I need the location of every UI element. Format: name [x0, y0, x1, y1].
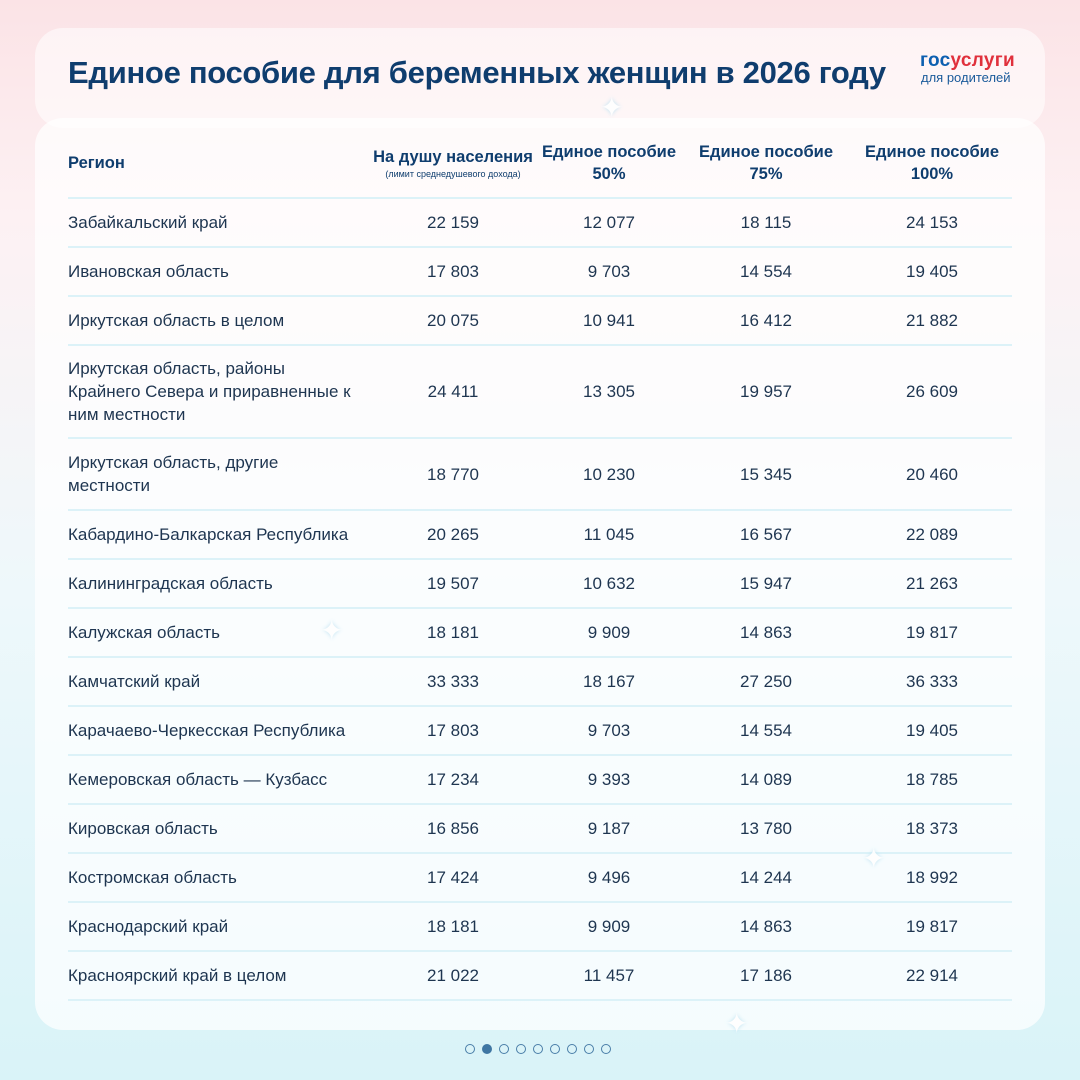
pagination-dot[interactable]: [465, 1044, 475, 1054]
value-cell: 22 159: [368, 198, 538, 247]
value-cell: 18 167: [538, 657, 680, 706]
value-cell: 9 909: [538, 608, 680, 657]
value-cell: 18 115: [680, 198, 852, 247]
table-row: [68, 755, 1012, 804]
value-cell: 9 703: [538, 706, 680, 755]
column-header: [680, 128, 852, 198]
table-row: [68, 559, 1012, 608]
value-cell: 15 947: [680, 559, 852, 608]
region-cell: Иркутская область, районы Крайнего Севера и приравненные к ним местности: [68, 345, 368, 438]
value-cell: 13 780: [680, 804, 852, 853]
value-cell: 33 333: [368, 657, 538, 706]
value-cell: 9 393: [538, 755, 680, 804]
column-header: [538, 128, 680, 198]
value-cell: 21 882: [852, 296, 1012, 345]
table-row: [68, 345, 1012, 438]
pagination-dot[interactable]: [550, 1044, 560, 1054]
value-cell: 17 803: [368, 706, 538, 755]
value-cell: 21 022: [368, 951, 538, 1000]
value-cell: 20 265: [368, 510, 538, 559]
region-cell: Кемеровская область — Кузбасс: [68, 755, 368, 804]
value-cell: 16 412: [680, 296, 852, 345]
value-cell: 17 803: [368, 247, 538, 296]
value-cell: 14 244: [680, 853, 852, 902]
value-cell: 36 333: [852, 657, 1012, 706]
region-cell: Краснодарский край: [68, 902, 368, 951]
pagination-dot[interactable]: [516, 1044, 526, 1054]
value-cell: 11 045: [538, 510, 680, 559]
gosuslugi-logo: [920, 50, 1015, 85]
column-label: Единое пособие: [698, 142, 834, 161]
value-cell: 10 632: [538, 559, 680, 608]
column-header: [68, 128, 368, 198]
pagination: [465, 1044, 611, 1054]
column-label: На душу населения: [373, 147, 533, 166]
pagination-dot[interactable]: [567, 1044, 577, 1054]
value-cell: 19 817: [852, 902, 1012, 951]
table-row: [68, 657, 1012, 706]
column-label: Единое пособие: [541, 142, 677, 161]
value-cell: 16 856: [368, 804, 538, 853]
table-row: [68, 438, 1012, 510]
region-cell: Забайкальский край: [68, 198, 368, 247]
value-cell: 10 941: [538, 296, 680, 345]
column-sublabel: (лимит среднедушевого дохода): [385, 168, 521, 179]
table-row: [68, 608, 1012, 657]
value-cell: 14 863: [680, 902, 852, 951]
table-row: [68, 510, 1012, 559]
value-cell: 19 957: [680, 345, 852, 438]
logo-subtitle: для родителей: [921, 70, 1011, 85]
header-row: [68, 128, 1012, 198]
value-cell: 19 817: [852, 608, 1012, 657]
column-label: Регион: [68, 153, 125, 172]
value-cell: 18 181: [368, 608, 538, 657]
value-cell: 22 089: [852, 510, 1012, 559]
pagination-dot[interactable]: [601, 1044, 611, 1054]
pagination-dot[interactable]: [584, 1044, 594, 1054]
region-cell: Кировская область: [68, 804, 368, 853]
value-cell: 19 507: [368, 559, 538, 608]
value-cell: 9 909: [538, 902, 680, 951]
column-header: [368, 128, 538, 198]
region-cell: Иркутская область, другие местности: [68, 438, 368, 510]
table-row: [68, 198, 1012, 247]
sparkle-icon: ✦: [320, 615, 344, 646]
value-cell: 22 914: [852, 951, 1012, 1000]
pagination-dot[interactable]: [499, 1044, 509, 1054]
value-cell: 21 263: [852, 559, 1012, 608]
value-cell: 24 153: [852, 198, 1012, 247]
value-cell: 14 863: [680, 608, 852, 657]
region-cell: Кабардино-Балкарская Республика: [68, 510, 368, 559]
table-row: [68, 706, 1012, 755]
region-cell: Камчатский край: [68, 657, 368, 706]
region-cell: Калининградская область: [68, 559, 368, 608]
value-cell: 17 424: [368, 853, 538, 902]
value-cell: 9 496: [538, 853, 680, 902]
value-cell: 16 567: [680, 510, 852, 559]
value-cell: 14 089: [680, 755, 852, 804]
value-cell: 20 075: [368, 296, 538, 345]
table-row: [68, 951, 1012, 1000]
column-header: [852, 128, 1012, 198]
value-cell: 18 181: [368, 902, 538, 951]
column-sublabel: 50%: [592, 164, 626, 183]
column-label: Единое пособие: [864, 142, 1000, 161]
value-cell: 9 703: [538, 247, 680, 296]
region-cell: Калужская область: [68, 608, 368, 657]
sparkle-icon: ✦: [862, 843, 886, 874]
value-cell: 18 373: [852, 804, 1012, 853]
region-cell: Карачаево-Черкесская Республика: [68, 706, 368, 755]
pagination-dot[interactable]: [482, 1044, 492, 1054]
region-cell: Ивановская область: [68, 247, 368, 296]
value-cell: 19 405: [852, 247, 1012, 296]
region-cell: Костромская область: [68, 853, 368, 902]
value-cell: 24 411: [368, 345, 538, 438]
value-cell: 11 457: [538, 951, 680, 1000]
region-cell: Красноярский край в целом: [68, 951, 368, 1000]
region-cell: Иркутская область в целом: [68, 296, 368, 345]
value-cell: 15 345: [680, 438, 852, 510]
value-cell: 20 460: [852, 438, 1012, 510]
value-cell: 12 077: [538, 198, 680, 247]
column-sublabel: 100%: [910, 164, 954, 183]
value-cell: 17 234: [368, 755, 538, 804]
sparkle-icon: ✦: [600, 92, 624, 123]
table-row: [68, 902, 1012, 951]
value-cell: 18 785: [852, 755, 1012, 804]
value-cell: 14 554: [680, 247, 852, 296]
value-cell: 13 305: [538, 345, 680, 438]
value-cell: 18 770: [368, 438, 538, 510]
table-row: [68, 296, 1012, 345]
value-cell: 27 250: [680, 657, 852, 706]
column-sublabel: 75%: [749, 164, 783, 183]
value-cell: 9 187: [538, 804, 680, 853]
value-cell: 14 554: [680, 706, 852, 755]
value-cell: 17 186: [680, 951, 852, 1000]
value-cell: 26 609: [852, 345, 1012, 438]
page-title: Единое пособие для беременных женщин в 2026 году: [68, 55, 886, 90]
table-row: [68, 247, 1012, 296]
value-cell: 10 230: [538, 438, 680, 510]
sparkle-icon: ✦: [725, 1008, 749, 1039]
logo-part-gos: гос: [920, 50, 951, 71]
value-cell: 18 992: [852, 853, 1012, 902]
pagination-dot[interactable]: [533, 1044, 543, 1054]
logo-part-uslugi: услуги: [950, 50, 1015, 71]
value-cell: 19 405: [852, 706, 1012, 755]
